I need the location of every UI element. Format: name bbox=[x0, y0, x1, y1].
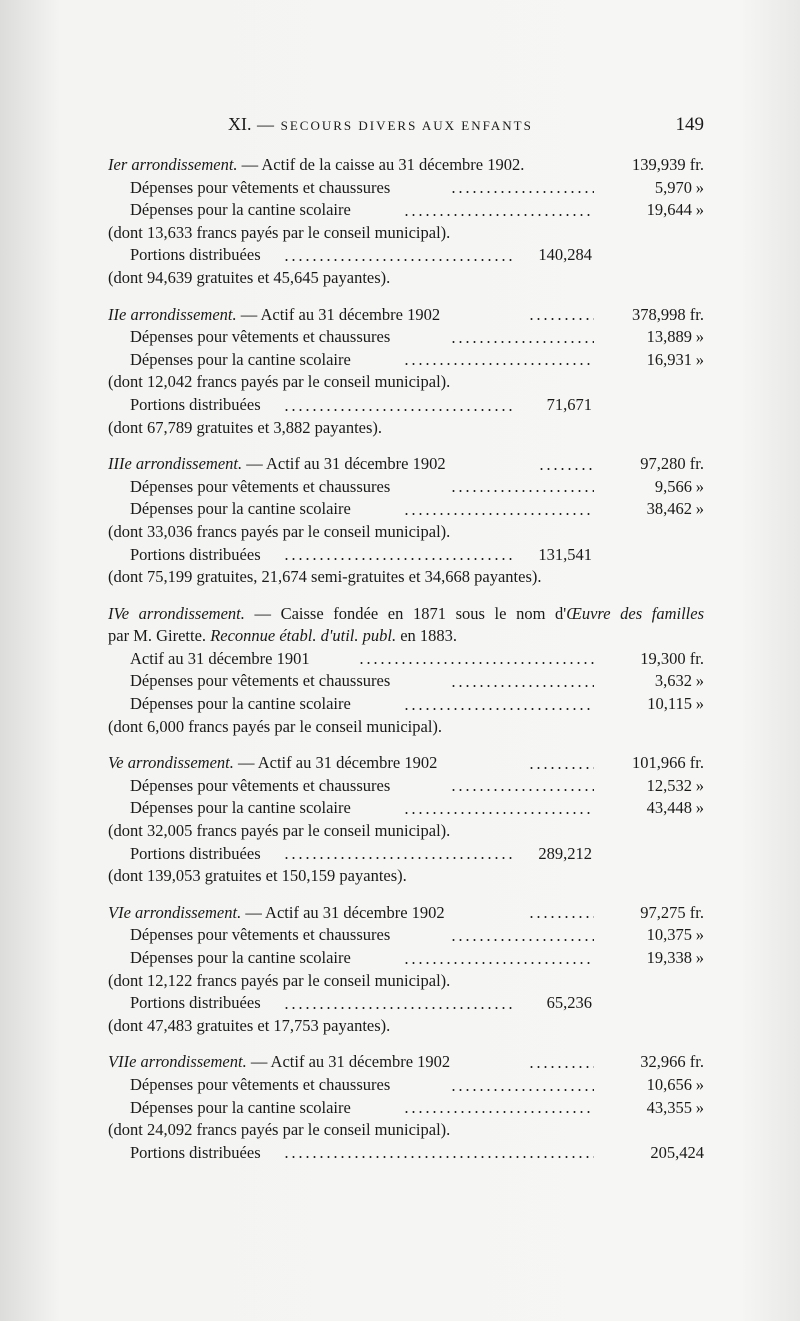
ditto-mark: » bbox=[695, 476, 704, 496]
portions-line bbox=[108, 992, 704, 1015]
section-arrondissement-6 bbox=[108, 902, 704, 1038]
cantine-line bbox=[108, 693, 704, 716]
cantine-line bbox=[108, 498, 704, 521]
portions-value: 140,284 bbox=[538, 245, 592, 265]
chapter-title bbox=[228, 114, 533, 135]
leader-dots bbox=[283, 558, 514, 560]
cantine-line bbox=[108, 947, 704, 970]
vetements-line bbox=[108, 775, 704, 798]
vetements-label: Dépenses pour vêtements et chaussures bbox=[130, 177, 391, 197]
vetements-line bbox=[108, 670, 704, 693]
actif-value: 97,280 fr. bbox=[640, 454, 704, 474]
vetements-line bbox=[108, 177, 704, 200]
arrondissement-name: VIe arrondissement. bbox=[108, 902, 242, 922]
portions-value: 65,236 bbox=[546, 993, 592, 1013]
dont-conseil-line: (dont 12,042 francs payés par le conseil municipal). bbox=[108, 372, 451, 392]
section-arrondissement-5 bbox=[108, 752, 704, 888]
leader-dots bbox=[450, 1089, 594, 1091]
ditto-mark: » bbox=[695, 349, 704, 369]
section-arrondissement-1 bbox=[108, 154, 704, 290]
cantine-label: Dépenses pour la cantine scolaire bbox=[130, 499, 351, 519]
actif-value: 139,939 fr. bbox=[632, 155, 704, 174]
vetements-label: Dépenses pour vêtements et chaussures bbox=[130, 775, 391, 795]
portions-line bbox=[108, 1142, 704, 1165]
actif-line bbox=[108, 648, 704, 671]
leader-dots bbox=[450, 939, 594, 941]
portions-line bbox=[108, 244, 704, 267]
portions-line bbox=[108, 544, 704, 567]
portions-label: Portions distribuées bbox=[130, 843, 261, 863]
cantine-label: Dépenses pour la cantine scolaire bbox=[130, 349, 351, 369]
arrondissement-name: Ier arrondissement. bbox=[108, 155, 238, 174]
dont-conseil-line: (dont 12,122 francs payés par le conseil municipal). bbox=[108, 970, 451, 990]
ditto-mark: » bbox=[695, 327, 704, 347]
actif-label: Actif au 31 décembre 1901 bbox=[130, 648, 310, 668]
vetements-value: 10,656 bbox=[646, 1074, 692, 1094]
leader-dots bbox=[538, 468, 594, 470]
dont-gratuites-line: (dont 75,199 gratuites, 21,674 semi-gratuites et 34,668 payantes). bbox=[108, 567, 542, 587]
intro-line bbox=[108, 603, 704, 626]
cantine-value: 10,115 bbox=[647, 694, 692, 714]
intro-text: — Caisse fondée en 1871 sous le nom d' bbox=[244, 603, 567, 623]
actif-value: 378,998 fr. bbox=[632, 304, 704, 324]
leader-dots bbox=[403, 962, 594, 964]
dont-gratuites-line: (dont 67,789 gratuites et 3,882 payantes). bbox=[108, 417, 383, 437]
intro-line bbox=[108, 1051, 704, 1074]
ditto-mark: » bbox=[695, 948, 704, 967]
portions-value: 71,671 bbox=[546, 394, 592, 414]
actif-value: 101,966 fr. bbox=[632, 753, 704, 773]
leader-dots bbox=[403, 214, 594, 216]
arrondissement-name: IIe arrondissement. bbox=[108, 304, 237, 324]
cantine-value: 38,462 bbox=[646, 499, 692, 519]
year-text: en 1883. bbox=[396, 626, 458, 646]
running-header bbox=[108, 114, 704, 140]
leader-dots bbox=[283, 857, 514, 859]
reconnue-text: Reconnue établ. d'util. publ. bbox=[210, 626, 397, 646]
intro-text: — Actif au 31 décembre 1902 bbox=[236, 304, 441, 324]
leader-dots bbox=[528, 767, 594, 769]
ditto-mark: » bbox=[695, 1074, 704, 1094]
vetements-line bbox=[108, 924, 704, 947]
portions-label: Portions distribuées bbox=[130, 245, 261, 265]
ditto-mark: » bbox=[695, 671, 704, 691]
vetements-value: 9,566 bbox=[654, 476, 692, 496]
leader-dots bbox=[403, 513, 594, 515]
ditto-mark: » bbox=[695, 1097, 704, 1117]
cantine-value: 43,355 bbox=[646, 1097, 692, 1117]
leader-dots bbox=[403, 363, 594, 365]
cantine-value: 19,338 bbox=[646, 948, 692, 967]
chapter-heading: SECOURS DIVERS AUX ENFANTS bbox=[280, 118, 533, 133]
vetements-value: 13,889 bbox=[646, 327, 692, 347]
vetements-line bbox=[108, 1074, 704, 1097]
dont-gratuites-line: (dont 94,639 gratuites et 45,645 payantes). bbox=[108, 267, 391, 287]
intro-text: — Actif au 31 décembre 1902 bbox=[241, 902, 445, 922]
dont-conseil-line: (dont 24,092 francs payés par le conseil municipal). bbox=[108, 1120, 451, 1140]
portions-label: Portions distribuées bbox=[130, 993, 261, 1013]
arrondissement-name: IVe arrondissement. bbox=[108, 603, 245, 623]
leader-dots bbox=[450, 341, 594, 343]
cantine-label: Dépenses pour la cantine scolaire bbox=[130, 200, 351, 220]
portions-line bbox=[108, 843, 704, 866]
cantine-label: Dépenses pour la cantine scolaire bbox=[130, 798, 351, 818]
intro-line bbox=[108, 752, 704, 775]
leader-dots bbox=[283, 1156, 594, 1158]
vetements-label: Dépenses pour vêtements et chaussures bbox=[130, 671, 391, 691]
section-arrondissement-7 bbox=[108, 1051, 704, 1164]
actif-value: 97,275 fr. bbox=[640, 902, 704, 922]
actif-value: 32,966 fr. bbox=[640, 1052, 704, 1072]
intro-line bbox=[108, 154, 704, 177]
vetements-label: Dépenses pour vêtements et chaussures bbox=[130, 925, 391, 945]
cantine-label: Dépenses pour la cantine scolaire bbox=[130, 694, 351, 714]
intro-line bbox=[108, 304, 704, 327]
dont-conseil-line: (dont 13,633 francs payés par le conseil municipal). bbox=[108, 222, 451, 242]
cantine-line bbox=[108, 1097, 704, 1120]
arrondissement-name: IIIe arrondissement. bbox=[108, 454, 243, 474]
actif-value: 19,300 fr. bbox=[640, 648, 704, 668]
leader-dots bbox=[283, 1007, 514, 1009]
leader-dots bbox=[403, 1111, 594, 1113]
vetements-line bbox=[108, 476, 704, 499]
intro-text: — Actif au 31 décembre 1902 bbox=[246, 1052, 451, 1072]
vetements-value: 3,632 bbox=[654, 671, 692, 691]
vetements-value: 5,970 bbox=[654, 177, 692, 197]
leader-dots bbox=[358, 662, 594, 664]
intro-text: — Actif au 31 décembre 1902 bbox=[242, 454, 446, 474]
vetements-label: Dépenses pour vêtements et chaussures bbox=[130, 1074, 391, 1094]
leader-dots bbox=[403, 812, 594, 814]
portions-value: 289,212 bbox=[538, 843, 592, 863]
vetements-label: Dépenses pour vêtements et chaussures bbox=[130, 476, 391, 496]
leader-dots bbox=[283, 259, 514, 261]
ditto-mark: » bbox=[695, 925, 704, 945]
dont-gratuites-line: (dont 139,053 gratuites et 150,159 payantes). bbox=[108, 866, 407, 886]
vetements-value: 10,375 bbox=[646, 925, 692, 945]
intro-line bbox=[108, 902, 704, 925]
vetements-label: Dépenses pour vêtements et chaussures bbox=[130, 327, 391, 347]
section-arrondissement-4 bbox=[108, 603, 704, 739]
cantine-value: 16,931 bbox=[646, 349, 692, 369]
leader-dots bbox=[450, 191, 594, 193]
intro-line-continued bbox=[108, 625, 704, 648]
section-arrondissement-3 bbox=[108, 453, 704, 589]
leader-dots bbox=[450, 789, 594, 791]
portions-label: Portions distribuées bbox=[130, 1142, 261, 1162]
vetements-line bbox=[108, 326, 704, 349]
leader-dots bbox=[528, 318, 594, 320]
intro-line bbox=[108, 453, 704, 476]
cantine-value: 19,644 bbox=[646, 200, 692, 220]
arrondissement-name: VIIe arrondissement. bbox=[108, 1052, 247, 1072]
section-arrondissement-2 bbox=[108, 304, 704, 440]
dont-gratuites-line: (dont 47,483 gratuites et 17,753 payantes). bbox=[108, 1015, 391, 1035]
portions-line bbox=[108, 394, 704, 417]
page-body bbox=[108, 154, 704, 1178]
portions-label: Portions distribuées bbox=[130, 544, 261, 564]
oeuvre-name: Œuvre des familles bbox=[566, 603, 704, 623]
chapter-number: XI. bbox=[228, 114, 252, 134]
dont-conseil-line: (dont 33,036 francs payés par le conseil municipal). bbox=[108, 521, 451, 541]
cantine-label: Dépenses pour la cantine scolaire bbox=[130, 1097, 351, 1117]
portions-value: 205,424 bbox=[650, 1142, 704, 1162]
dont-conseil-line: (dont 6,000 francs payés par le conseil municipal). bbox=[108, 716, 443, 736]
leader-dots bbox=[283, 409, 514, 411]
intro-text: — Actif au 31 décembre 1902 bbox=[233, 753, 438, 773]
ditto-mark: » bbox=[695, 499, 704, 519]
leader-dots bbox=[450, 685, 594, 687]
ditto-mark: » bbox=[695, 798, 704, 818]
vetements-value: 12,532 bbox=[646, 775, 692, 795]
page-number: 149 bbox=[675, 114, 704, 135]
intro-text: — Actif de la caisse au 31 décembre 1902. bbox=[237, 155, 525, 174]
arrondissement-name: Ve arrondissement. bbox=[108, 753, 234, 773]
portions-label: Portions distribuées bbox=[130, 394, 261, 414]
leader-dots bbox=[403, 708, 594, 710]
cantine-line bbox=[108, 797, 704, 820]
header-dash: — bbox=[256, 115, 276, 134]
founder-text: par M. Girette. bbox=[108, 626, 211, 646]
leader-dots bbox=[528, 1066, 594, 1068]
cantine-value: 43,448 bbox=[646, 798, 692, 818]
ditto-mark: » bbox=[695, 775, 704, 795]
leader-dots bbox=[450, 490, 594, 492]
dont-conseil-line: (dont 32,005 francs payés par le conseil municipal). bbox=[108, 821, 451, 841]
cantine-line bbox=[108, 199, 704, 222]
cantine-line bbox=[108, 349, 704, 372]
ditto-mark: » bbox=[695, 694, 704, 714]
ditto-mark: » bbox=[695, 200, 704, 220]
cantine-label: Dépenses pour la cantine scolaire bbox=[130, 948, 351, 967]
portions-value: 131,541 bbox=[538, 544, 592, 564]
ditto-mark: » bbox=[695, 177, 704, 197]
leader-dots bbox=[528, 916, 594, 918]
